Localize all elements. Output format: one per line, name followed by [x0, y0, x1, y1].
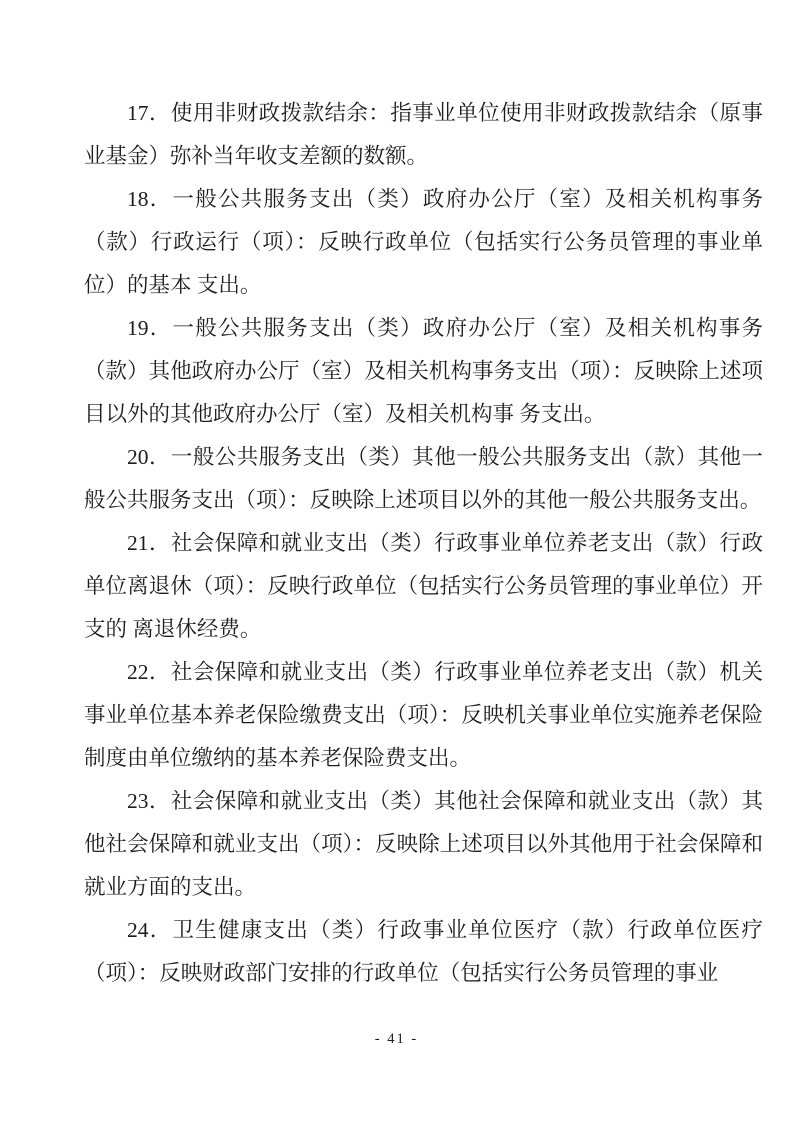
paragraph-item-19: 19．一般公共服务支出（类）政府办公厅（室）及相关机构事务（款）其他政府办公厅（室）及相关机构事务支出（项）：反映除上述项目以外的其他政府办公厅（室）及相关机构事 务支出。: [84, 316, 763, 426]
paragraph-item-17: 17．使用非财政拨款结余：指事业单位使用非财政拨款结余（原事业基金）弥补当年收支差额的数额。: [84, 101, 763, 168]
paragraph-item-18: 18．一般公共服务支出（类）政府办公厅（室）及相关机构事务（款）行政运行（项）：反映行政单位（包括实行公务员管理的事业单位）的基本 支出。: [84, 187, 763, 297]
paragraph-item-21: 21．社会保障和就业支出（类）行政事业单位养老支出（款）行政单位离退休（项）：反映行政单位（包括实行公务员管理的事业单位）开支的 离退休经费。: [84, 531, 763, 641]
page-number: - 41 -: [374, 1031, 419, 1047]
paragraph-item-20: 20．一般公共服务支出（类）其他一般公共服务支出（款）其他一般公共服务支出（项）：反映除上述项目以外的其他一般公共服务支出。: [84, 445, 763, 512]
paragraph-item-22: 22．社会保障和就业支出（类）行政事业单位养老支出（款）机关事业单位基本养老保险缴费支出（项）：反映机关事业单位实施养老保险制度由单位缴纳的基本养老保险费支出。: [84, 660, 763, 770]
document-body-text: [84, 92, 763, 995]
paragraph-item-24: 24．卫生健康支出（类）行政事业单位医疗（款）行政单位医疗（项）：反映财政部门安排的行政单位（包括实行公务员管理的事业: [84, 918, 763, 985]
paragraph-item-23: 23．社会保障和就业支出（类）其他社会保障和就业支出（款）其他社会保障和就业支出（项）：反映除上述项目以外其他用于社会保障和就业方面的支出。: [84, 789, 763, 899]
